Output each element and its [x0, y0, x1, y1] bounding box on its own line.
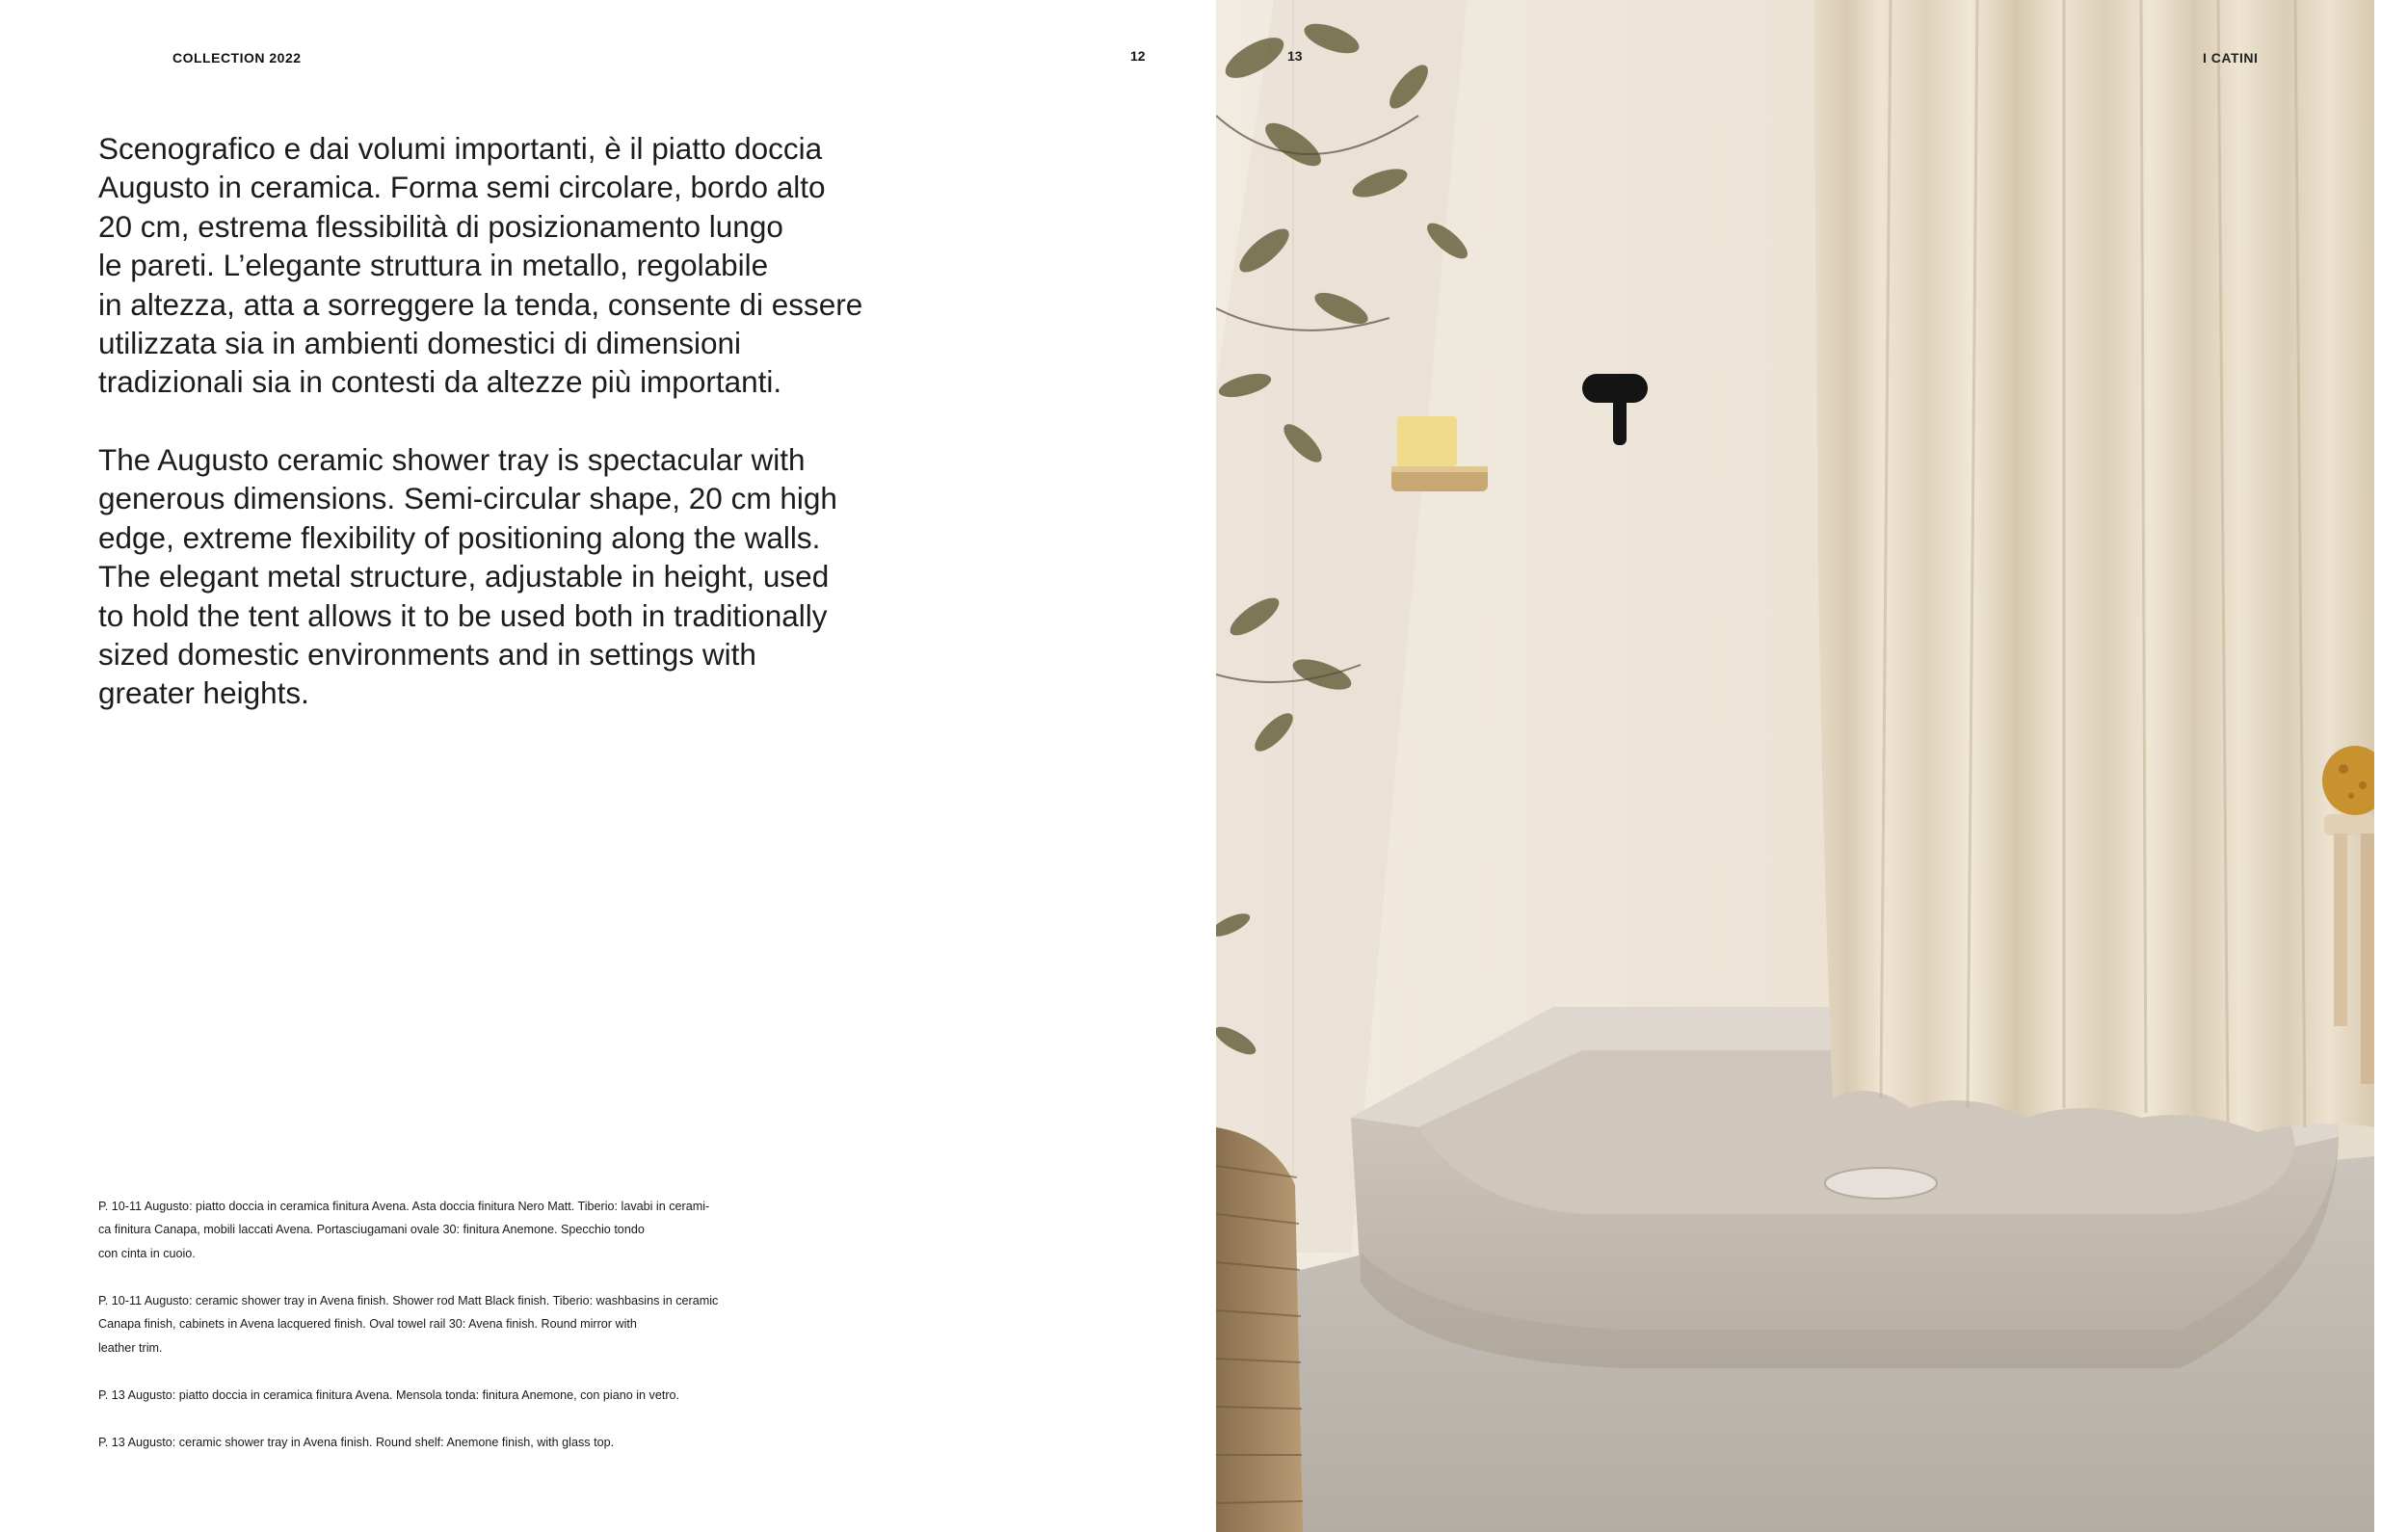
caption-english-p10-11: P. 10-11 Augusto: ceramic shower tray in Avena finish. Shower rod Matt Black finish. Tiberio: washbasins in ceramic Canapa finish, cabinets in Avena lacquered finish. Oval towel rail 30: Avena finish. Round mirror with leather trim.: [98, 1294, 719, 1355]
body-text-italian: Scenografico e dai volumi importanti, è il piatto doccia Augusto in ceramica. Forma semi circolare, bordo alto 20 cm, estrema flessibilità di posizionamento lungo le pareti. L’elegante struttura in metallo, regolabile in altezza, atta a sorreggere la tenda, consente di essere utilizzata sia in ambienti domestici di dimensioni tradizionali sia in contesti da altezze più importanti.: [98, 131, 863, 400]
caption-italian-p13: P. 13 Augusto: piatto doccia in ceramica finitura Avena. Mensola tonda: finitura Anemone, con piano in vetro.: [98, 1388, 680, 1402]
shower-tray-photo: [1216, 0, 2374, 1532]
right-page: [1216, 0, 2408, 1532]
page-number-right: 13: [1287, 48, 1303, 64]
photo-illustration: [1216, 0, 2374, 1532]
shower-curtain: [1813, 0, 2374, 1132]
wicker-basket: [1216, 1127, 1303, 1532]
section-header: I CATINI: [2203, 50, 2259, 66]
page-number-left: 12: [1130, 48, 1146, 64]
collection-header: COLLECTION 2022: [172, 50, 302, 66]
body-text-english: The Augusto ceramic shower tray is spectacular with generous dimensions. Semi-circular shape, 20 cm high edge, extreme flexibility of positioning along the walls. The elegant metal structure, adjustable in height, used to hold the tent allows it to be used both in traditionally sized domestic environments and in settings with greater heights.: [98, 442, 837, 711]
caption-english-p13: P. 13 Augusto: ceramic shower tray in Avena finish. Round shelf: Anemone finish, with glass top.: [98, 1436, 615, 1449]
caption-italian-p10-11: P. 10-11 Augusto: piatto doccia in ceramica finitura Avena. Asta doccia finitura Nero Matt. Tiberio: lavabi in cerami- ca finitura Canapa, mobili laccati Avena. Portasciugamani ovale 30: finitura Anemone. Specchio tondo con cinta in cuoio.: [98, 1200, 710, 1260]
